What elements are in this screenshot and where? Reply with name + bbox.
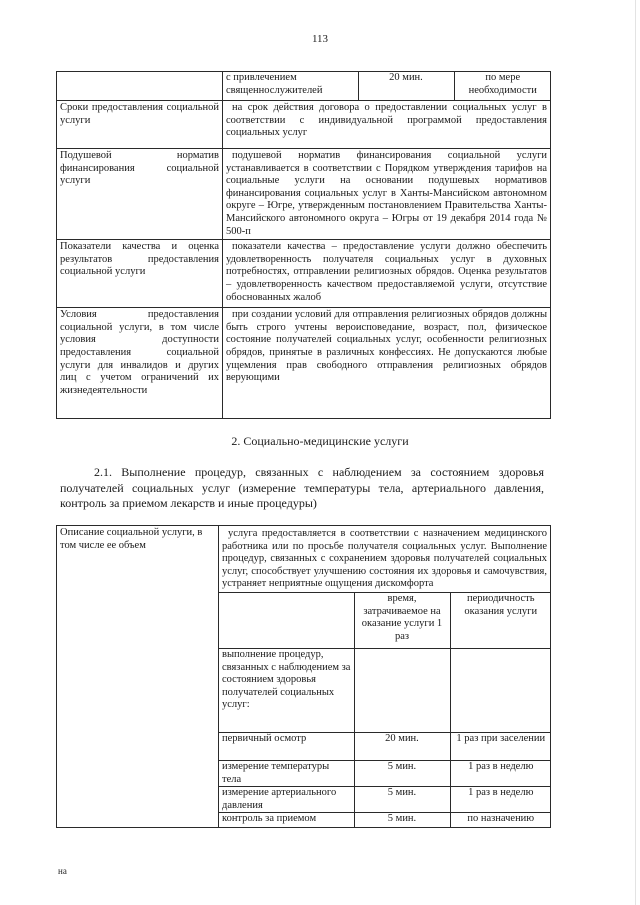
table-row bbox=[219, 787, 551, 813]
procedure-time: 20 мин. bbox=[358, 72, 454, 100]
page-number: 113 bbox=[311, 33, 329, 45]
section-heading: 2. Социально-медицинские услуги bbox=[231, 434, 409, 448]
table-cell-label: Показатели качества и оценка результатов предоставления социальной услуги bbox=[57, 240, 223, 308]
table-row bbox=[57, 149, 551, 240]
procedure-time: 5 мин. bbox=[354, 760, 450, 786]
table-row bbox=[57, 101, 551, 149]
table-row bbox=[57, 526, 551, 828]
header-time: время, затрачиваемое на оказание услуги 1 раз bbox=[354, 592, 450, 648]
table-cell-text: показатели качества – предоставление услуги должно обеспечить удовлетворенность получателя социальных услуг в духовных потребностях, отправлении религиозных обрядов. Оценка результатов – удовлетворенность качеством предоставляемой услуги, отсутствие обоснованных жалоб bbox=[223, 240, 551, 308]
table-cell-label: Условия предоставления социальной услуги, в том числе условия доступности предоставления социальной услуги для инвалидов и других лиц с учетом ограничений их жизнедеятельности bbox=[57, 308, 223, 419]
table-row bbox=[57, 72, 551, 101]
table-cell-content bbox=[219, 526, 551, 828]
procedure-time: 5 мин. bbox=[354, 787, 450, 813]
services-table-medical bbox=[56, 525, 551, 828]
table-cell-text: при создании условий для отправления религиозных обрядов должны быть строго учтены вероисповедание, возраст, пол, физическое состояние получателей социальных услуг, особенности религиозных обрядов, принятые в различных конфессиях. Не допускаются любые ущемления прав свободного отправления религиозных обрядов верующими bbox=[223, 308, 551, 419]
table-cell-text: подушевой норматив финансирования социальной услуги устанавливается в соответствии с Порядком утверждения тарифов на социальные услуги на основании подушевых нормативов финансирования социальных услуг в Ханты-Мансийском автономном округе – Югре, утвержденным постановлением Правительства Ханты-Мансийского автономного округа – Югры от 19 декабря 2014 года № 500-п bbox=[223, 149, 551, 240]
procedures-subtable bbox=[219, 592, 551, 827]
table-cell-subtable bbox=[223, 72, 551, 101]
services-table-religious bbox=[56, 71, 551, 419]
table-cell-label bbox=[57, 72, 223, 101]
table-cell-label: Описание социальной услуги, в том числе ее объем bbox=[57, 526, 219, 828]
procedure-period: 1 раз в неделю bbox=[450, 760, 551, 786]
procedure-group-label: выполнение процедур, связанных с наблюдением за состоянием здоровья получателей социальных услуг: bbox=[219, 648, 354, 732]
table-row bbox=[219, 813, 551, 827]
frequency-subtable bbox=[223, 72, 551, 100]
procedure-time: 5 мин. bbox=[354, 813, 450, 827]
procedure-name: с привлечением священнослужителей bbox=[223, 72, 358, 100]
table-row bbox=[57, 240, 551, 308]
empty-cell bbox=[354, 648, 450, 732]
header-period: периодичность оказания услуги bbox=[450, 592, 551, 648]
procedure-period: 1 раз при заселении bbox=[450, 732, 551, 760]
procedure-name: измерение артериального давления bbox=[219, 787, 354, 813]
procedure-period: по мере необходимости bbox=[454, 72, 551, 100]
table-row bbox=[57, 308, 551, 419]
empty-cell bbox=[450, 648, 551, 732]
table-row bbox=[219, 732, 551, 760]
footer-mark: на bbox=[58, 866, 67, 876]
scan-edge-line bbox=[635, 0, 636, 905]
table-row bbox=[219, 760, 551, 786]
procedure-period: по назначению bbox=[450, 813, 551, 827]
table-cell-label: Сроки предоставления социальной услуги bbox=[57, 101, 223, 149]
table-cell-label: Подушевой норматив финансирования социальной услуги bbox=[57, 149, 223, 240]
subsection-title: 2.1. Выполнение процедур, связанных с наблюдением за состоянием здоровья получателей социальных услуг (измерение температуры тела, артериального давления, контроль за приемом лекарств и иные процедуры) bbox=[60, 465, 544, 510]
procedure-period: 1 раз в неделю bbox=[450, 787, 551, 813]
procedure-name: контроль за приемом bbox=[219, 813, 354, 827]
header-procedure bbox=[219, 592, 354, 648]
procedure-name: измерение температуры тела bbox=[219, 760, 354, 786]
procedure-time: 20 мин. bbox=[354, 732, 450, 760]
procedure-name: первичный осмотр bbox=[219, 732, 354, 760]
service-description: услуга предоставляется в соответствии с назначением медицинского работника или по просьбе получателя социальных услуг. Выполнение процедур, связанных с сохранением здоровья получателей социальных услуг, способствует улучшению состояния их здоровья и самочувствия, устраняет неприятные ощущения дискомфорта bbox=[222, 528, 547, 590]
table-cell-text: на срок действия договора о предоставлении социальных услуг в соответствии с индивидуальной программой предоставления социальных услуг bbox=[223, 101, 551, 149]
